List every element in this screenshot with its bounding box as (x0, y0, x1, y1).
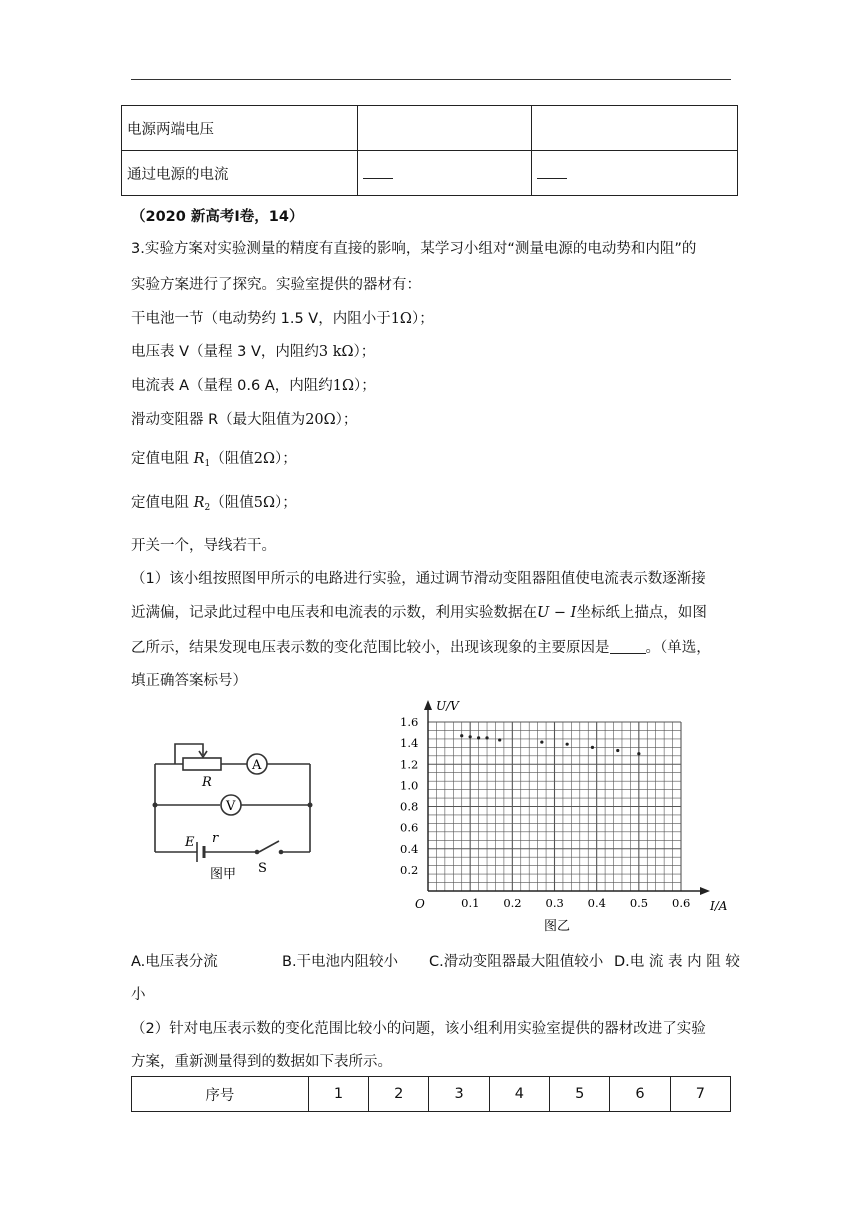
y-tick-label: 0.2 (400, 862, 419, 877)
answer-blank (537, 178, 567, 179)
option-a[interactable]: A.电压表分流 (131, 954, 218, 970)
y-tick-label: 0.4 (400, 841, 419, 856)
data-point (566, 743, 569, 746)
equipment-item: 滑动变阻器 R（最大阻值为20Ω）； (131, 412, 358, 428)
answer-blank (610, 639, 646, 654)
table-row (122, 151, 738, 196)
header-rule (131, 79, 731, 80)
internal-resistance-label: r (212, 831, 219, 846)
data-point (616, 749, 619, 752)
question-2-line: 方案，重新测量得到的数据如下表所示。 (131, 1054, 392, 1070)
option-d[interactable]: D.电 流 表 内 阻 较 (614, 954, 740, 970)
table-row (132, 1077, 731, 1112)
question-1-line: 近满偏，记录此过程中电压表和电流表的示数，利用实验数据在U − I坐标纸上描点，如图 (131, 605, 707, 621)
table-cell: 通过电源的电流 (122, 151, 358, 196)
question-1-line: 乙所示，结果发现电压表示数的变化范围比较小，出现该现象的主要原因是 。（单选， (131, 640, 711, 656)
table-header-cell: 4 (489, 1077, 549, 1112)
table-row (122, 106, 738, 151)
data-point (469, 735, 472, 738)
table-header-cell: 7 (670, 1077, 730, 1112)
data-point (540, 740, 543, 743)
data-point (498, 738, 501, 741)
data-point (485, 736, 488, 739)
x-tick-label: 0.5 (629, 896, 649, 910)
question-1-line: 填正确答案标号） (131, 673, 247, 689)
equipment-item: 定值电阻 $R_1$（阻值2Ω）； (131, 451, 297, 469)
table-cell (358, 151, 532, 196)
x-tick-label: 0.6 (672, 896, 691, 910)
table-cell (532, 151, 738, 196)
table-cell (358, 106, 532, 151)
switch-line: 开关一个，导线若干。 (131, 538, 276, 554)
table-header-cell: 3 (429, 1077, 489, 1112)
ui-graph (368, 692, 746, 937)
x-tick-label: 0.2 (503, 896, 522, 910)
option-d-continuation: 小 (131, 987, 146, 1003)
option-c[interactable]: C.滑动变阻器最大阻值较小 (429, 954, 604, 970)
ammeter-label: A (252, 758, 262, 773)
question-2-line: （2）针对电压表示数的变化范围比较小的问题，该小组利用实验室提供的器材改进了实验 (131, 1021, 706, 1037)
table-header-cell: 6 (610, 1077, 670, 1112)
table-cell (532, 106, 738, 151)
circuit-diagram (145, 740, 325, 880)
source-note: （2020 新高考Ⅰ卷，14） (131, 209, 304, 225)
intro-line: 3.实验方案对实验测量的精度有直接的影响，某学习小组对“测量电源的电动势和内阻”的 (131, 241, 697, 257)
y-tick-label: 1.4 (400, 736, 419, 751)
table-header-cell: 1 (308, 1077, 368, 1112)
answer-blank (363, 178, 393, 179)
question-1-line: （1）该小组按照图甲所示的电路进行实验，通过调节滑动变阻器阻值使电流表示数逐渐接 (131, 571, 706, 587)
equipment-item: 定值电阻 $R_2$（阻值5Ω）； (131, 495, 297, 513)
equipment-item: 电压表 V（量程 3 V，内阻约3 kΩ）； (131, 344, 376, 360)
y-tick-label: 0.8 (400, 799, 419, 814)
measurement-table (121, 105, 738, 196)
switch-label: S (258, 861, 267, 876)
data-point (637, 752, 640, 755)
table-header-cell: 2 (369, 1077, 429, 1112)
y-tick-label: 1.6 (400, 715, 419, 729)
option-b[interactable]: B.干电池内阻较小 (282, 954, 399, 970)
data-point (591, 746, 594, 749)
table-header-cell: 5 (550, 1077, 610, 1112)
intro-line: 实验方案进行了探究。实验室提供的器材有： (131, 277, 421, 293)
y-tick-label: 1.0 (400, 778, 419, 793)
data-point (460, 734, 463, 737)
table-header-cell: 序号 (132, 1077, 309, 1112)
data-table (131, 1076, 731, 1112)
voltmeter-label: V (226, 799, 236, 814)
graph-caption: 图乙 (544, 919, 571, 934)
origin-label: O (415, 897, 425, 911)
data-point (477, 736, 480, 739)
circuit-caption: 图甲 (210, 867, 237, 880)
x-tick-label: 0.1 (461, 896, 480, 910)
y-tick-label: 1.2 (400, 757, 419, 772)
y-tick-label: 0.6 (400, 820, 419, 835)
equipment-item: 干电池一节（电动势约 1.5 V，内阻小于1Ω）； (131, 311, 434, 327)
resistor-label: R (202, 775, 212, 790)
y-axis-label: U/V (436, 699, 459, 713)
x-axis-label: I/A (710, 899, 728, 913)
x-tick-label: 0.4 (587, 896, 606, 910)
table-cell: 电源两端电压 (122, 106, 358, 151)
emf-label: E (185, 835, 195, 850)
equipment-item: 电流表 A（量程 0.6 A，内阻约1Ω）； (131, 378, 376, 394)
x-tick-label: 0.3 (545, 896, 564, 910)
